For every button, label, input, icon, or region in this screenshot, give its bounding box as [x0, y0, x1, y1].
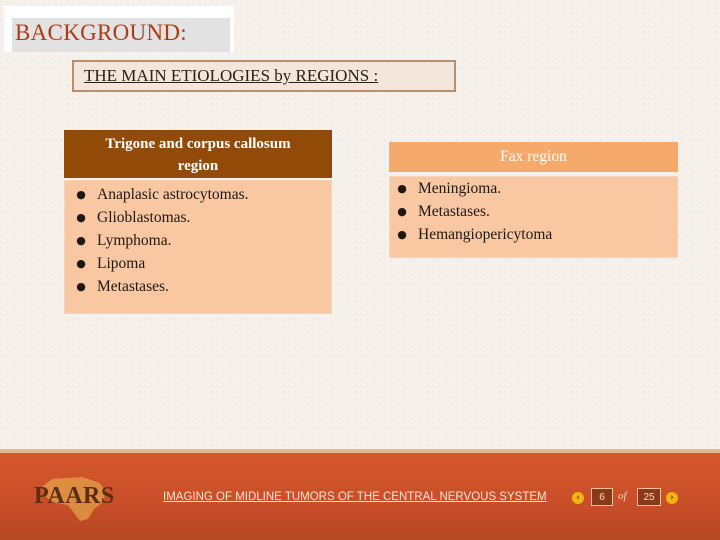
- list-item-text: Metastases.: [418, 203, 490, 220]
- background-label-frame: [4, 6, 234, 52]
- bullet-icon: ●: [76, 234, 86, 247]
- list-item: [73, 229, 249, 252]
- list-item-text: Anaplasic astrocytomas.: [97, 186, 249, 203]
- bullet-icon: ●: [76, 257, 86, 270]
- list-item-text: Glioblastomas.: [97, 209, 191, 226]
- list-item-text: Lipoma: [97, 255, 146, 272]
- list-item-text: Meningioma.: [418, 180, 502, 197]
- fax-etiology-list: [394, 177, 552, 246]
- current-page-number: 6: [591, 488, 613, 506]
- paars-logo: [22, 475, 132, 523]
- bullet-icon: ●: [76, 211, 86, 224]
- chevron-left-icon[interactable]: ‹: [572, 492, 584, 504]
- trigone-header-line2: region: [177, 158, 219, 174]
- fax-region-header: Fax region: [389, 142, 678, 172]
- regions-subtitle: THE MAIN ETIOLOGIES by REGIONS :: [72, 60, 456, 92]
- bullet-icon: ●: [76, 188, 86, 201]
- list-item-text: Hemangiopericytoma: [418, 226, 553, 243]
- trigone-region-list-panel: [64, 180, 332, 314]
- list-item-text: Metastases.: [97, 278, 169, 295]
- bullet-icon: ●: [76, 280, 86, 293]
- trigone-etiology-list: [73, 183, 249, 298]
- list-item: [394, 223, 552, 246]
- trigone-region-header: [64, 130, 332, 178]
- total-page-count: 25: [637, 488, 661, 506]
- list-item: [73, 275, 249, 298]
- list-item: [73, 206, 249, 229]
- logo-text: PAARS: [34, 483, 115, 509]
- presentation-title-link[interactable]: IMAGING OF MIDLINE TUMORS OF THE CENTRAL NERVOUS SYSTEM: [163, 491, 547, 503]
- trigone-header-line1: Trigone and corpus callosum: [105, 136, 291, 152]
- list-item-text: Lymphoma.: [97, 232, 172, 249]
- fax-region-list-panel: [389, 176, 678, 258]
- background-label: BACKGROUND:: [12, 18, 230, 52]
- list-item: [73, 252, 249, 275]
- page-of-label: of: [618, 490, 627, 502]
- list-item: [73, 183, 249, 206]
- bullet-icon: ●: [397, 228, 407, 241]
- bullet-icon: ●: [397, 182, 407, 195]
- chevron-right-icon[interactable]: ›: [666, 492, 678, 504]
- bullet-icon: ●: [397, 205, 407, 218]
- list-item: [394, 200, 552, 223]
- list-item: [394, 177, 552, 200]
